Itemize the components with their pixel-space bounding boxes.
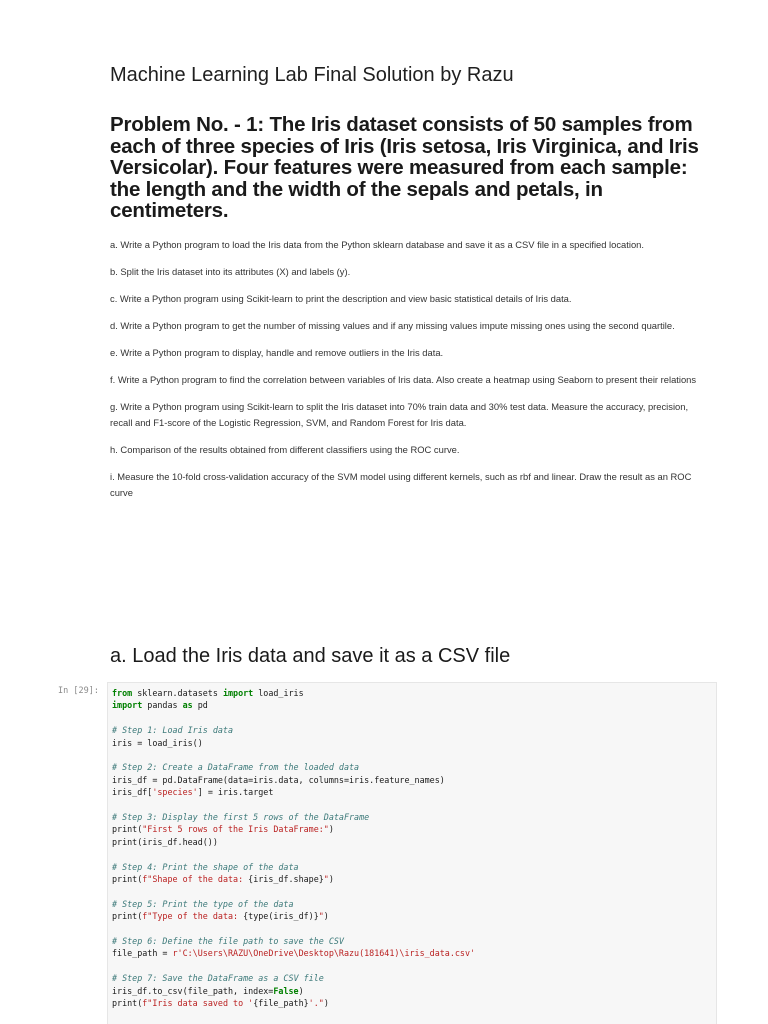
code-comment: # Step 2: Create a DataFrame from the loaded data bbox=[112, 762, 360, 773]
code-line: iris_df['species'] = iris.target bbox=[112, 787, 274, 798]
task-item-g: g. Write a Python program using Scikit-learn to split the Iris dataset into 70% train data and 30% test data. Measure the accuracy, precision, recall and F1-score of the Logistic Regression, SVM, and Random Forest for Iris data. bbox=[110, 401, 689, 428]
task-item-i: i. Measure the 10-fold cross-validation accuracy of the SVM model using different kernels, such as rbf and linear. Draw the result as an ROC curve bbox=[110, 471, 692, 498]
code-line: print(f"Type of the data: {type(iris_df)}") bbox=[112, 911, 329, 922]
code-line: file_path = r'C:\Users\RAZU\OneDrive\Desktop\Razu(181641)\iris_data.csv' bbox=[112, 948, 476, 959]
code-line: print(f"Iris data saved to '{file_path}'.") bbox=[112, 998, 329, 1009]
code-line: import pandas as pd bbox=[112, 700, 208, 711]
code-line: print(iris_df.head()) bbox=[112, 836, 218, 847]
document-title: Machine Learning Lab Final Solution by Razu bbox=[110, 64, 514, 86]
task-item-f: f. Write a Python program to find the correlation between variables of Iris data. Also create a heatmap using Seaborn to present their relations bbox=[110, 374, 697, 385]
task-item-h: h. Comparison of the results obtained from different classifiers using the ROC curve. bbox=[110, 444, 460, 455]
code-comment: # Step 1: Load Iris data bbox=[112, 725, 234, 736]
task-item-b: b. Split the Iris dataset into its attributes (X) and labels (y). bbox=[110, 266, 351, 277]
code-cell[interactable] bbox=[107, 682, 717, 1024]
code-comment: # Step 4: Print the shape of the data bbox=[112, 861, 299, 872]
task-item-a: a. Write a Python program to load the Iris data from the Python sklearn database and save it as a CSV file in a specified location. bbox=[110, 239, 644, 250]
code-line: from sklearn.datasets import load_iris bbox=[112, 688, 304, 698]
code-comment: # Step 5: Print the type of the data bbox=[112, 898, 294, 909]
problem-statement: Problem No. - 1: The Iris dataset consists of 50 samples from each of three species of Iris (Iris setosa, Iris Virginica, and Iris Versicolar). Four features were measured from each sample: the length and the width of the sepals and petals, in centimeters. bbox=[110, 113, 699, 222]
task-item-d: d. Write a Python program to get the number of missing values and if any missing values impute missing ones using the second quartile. bbox=[110, 320, 675, 331]
task-list bbox=[110, 237, 710, 512]
code-line: print("First 5 rows of the Iris DataFrame:") bbox=[112, 824, 334, 835]
section-heading: a. Load the Iris data and save it as a CSV file bbox=[110, 645, 511, 667]
code-line: iris_df = pd.DataFrame(data=iris.data, columns=iris.feature_names) bbox=[112, 774, 445, 785]
code-line: iris_df.to_csv(file_path, index=False) bbox=[112, 985, 304, 996]
task-item-c: c. Write a Python program using Scikit-learn to print the description and view basic statistical details of Iris data. bbox=[110, 293, 572, 304]
code-line: print(f"Shape of the data: {iris_df.shape}") bbox=[112, 874, 334, 885]
cell-prompt: In [29]: bbox=[58, 686, 99, 696]
code-line: iris = load_iris() bbox=[112, 737, 203, 748]
code-comment: # Step 7: Save the DataFrame as a CSV file bbox=[112, 973, 324, 984]
task-item-e: e. Write a Python program to display, handle and remove outliers in the Iris data. bbox=[110, 347, 444, 358]
code-comment: # Step 3: Display the first 5 rows of the DataFrame bbox=[112, 812, 370, 823]
code-comment: # Step 6: Define the file path to save the CSV bbox=[112, 936, 344, 947]
